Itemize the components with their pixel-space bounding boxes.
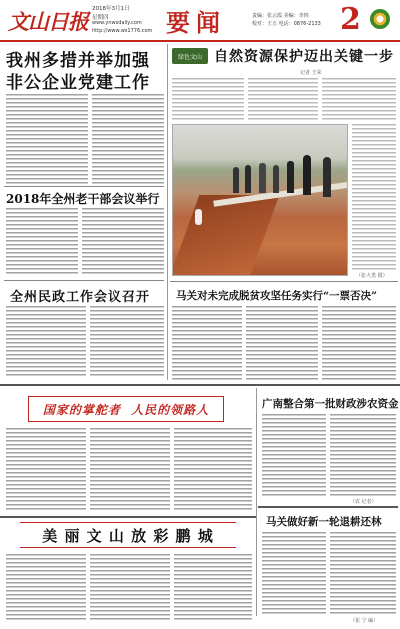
article-5-title: 马关对未完成脱贫攻坚任务实行“一票否决” [176, 290, 378, 302]
column-divider-2 [256, 388, 257, 616]
article-2-tag-badge [172, 48, 208, 64]
article-8-banner [20, 522, 236, 548]
article-7-body-col-1 [262, 414, 326, 496]
feature-photo [172, 124, 348, 276]
section-title: 要闻 [166, 8, 226, 37]
article-2-title: 自然资源保护迈出关键一步 [214, 49, 394, 65]
newspaper-logo: 文山日报 [8, 9, 88, 34]
article-8-body-col-1 [6, 554, 86, 620]
article-5-body-col-2 [246, 306, 318, 380]
issue-date: 2018年3月1日 [92, 6, 130, 12]
masthead-rule [0, 40, 400, 42]
page-number: 2 [340, 2, 361, 37]
divider-2 [4, 280, 164, 281]
article-8-body-col-2 [90, 554, 170, 620]
masthead [0, 0, 400, 40]
divider-1 [4, 186, 164, 187]
article-8-title: 美 丽 文 山 放 彩 鹏 城 [42, 526, 214, 545]
article-2-body-col-1 [172, 78, 244, 120]
editor-line-3: 校对：王五 [252, 21, 278, 27]
site-url[interactable]: www.ynwsdaily.com [92, 20, 142, 26]
article-2-body-col-3 [322, 78, 396, 120]
article-8-body-col-3 [174, 554, 252, 620]
article-4-title: 全州民政工作会议召开 [10, 290, 151, 305]
editor-line-1: 责编：张云霞 [252, 13, 283, 19]
photo-people-6 [303, 155, 311, 195]
article-1-body-col-2 [92, 94, 164, 184]
article-6-body-col-3 [174, 428, 252, 512]
editor-line-2: 美编：李四 [283, 13, 309, 19]
article-2-body-col-2 [248, 78, 318, 120]
divider-6 [258, 506, 398, 508]
divider-5 [0, 516, 256, 518]
article-5-body-col-3 [322, 306, 396, 380]
issue-weekday: 星期四 [92, 15, 109, 21]
divider-3 [170, 281, 398, 282]
article-2-header [172, 46, 396, 68]
article-9-body-col-2 [330, 532, 396, 614]
article-4-body-col-2 [90, 306, 164, 378]
article-2-byline: 记者 王荣 [300, 70, 322, 76]
article-3-title: 2018年全州老干部会议举行 [6, 192, 160, 206]
article-3-body-col-2 [82, 208, 164, 276]
photo-people-2 [245, 165, 251, 193]
divider-4 [0, 384, 400, 386]
site-url-secondary[interactable]: http://www.ws1776.com [92, 28, 153, 34]
article-1-title-line-2: 非公企业党建工作 [6, 73, 150, 93]
article-3-body-col-1 [6, 208, 78, 276]
article-7-endnote: （农 记者） [350, 499, 377, 505]
article-7-title: 广南整合第一批财政涉农资金 [262, 398, 399, 410]
newspaper-emblem-icon [370, 9, 390, 29]
article-9-title: 马关做好新一轮退耕还林 [266, 516, 382, 528]
article-1-body-col-1 [6, 94, 88, 184]
photo-caption-credit: （张大勇 摄） [356, 273, 388, 279]
article-4-body-col-1 [6, 306, 86, 378]
article-6-banner [28, 396, 224, 422]
article-1-title-line-1: 我州多措并举加强 [6, 51, 150, 71]
photo-people-7 [323, 157, 331, 197]
photo-trench [172, 195, 279, 276]
photo-people-1 [233, 167, 239, 193]
article-9-body-col-1 [262, 532, 326, 614]
article-6-title: 国家的掌舵者 人民的领路人 [42, 402, 210, 417]
photo-people-5 [287, 161, 294, 193]
editor-line-4: 电话：0876-2133 [278, 21, 321, 27]
photo-caption-body [352, 124, 396, 270]
photo-worker [195, 209, 202, 225]
article-6-body-col-1 [6, 428, 86, 512]
article-2-tag-text: 绿色文山 [177, 53, 202, 61]
article-6-body-col-2 [90, 428, 170, 512]
column-divider-1 [167, 44, 168, 380]
article-7-body-col-2 [330, 414, 396, 496]
article-9-endnote: （崔 宁 编） [350, 618, 379, 624]
photo-people-4 [273, 165, 279, 193]
article-5-body-col-1 [172, 306, 242, 380]
photo-people-3 [259, 163, 266, 193]
editor-block [252, 12, 336, 28]
